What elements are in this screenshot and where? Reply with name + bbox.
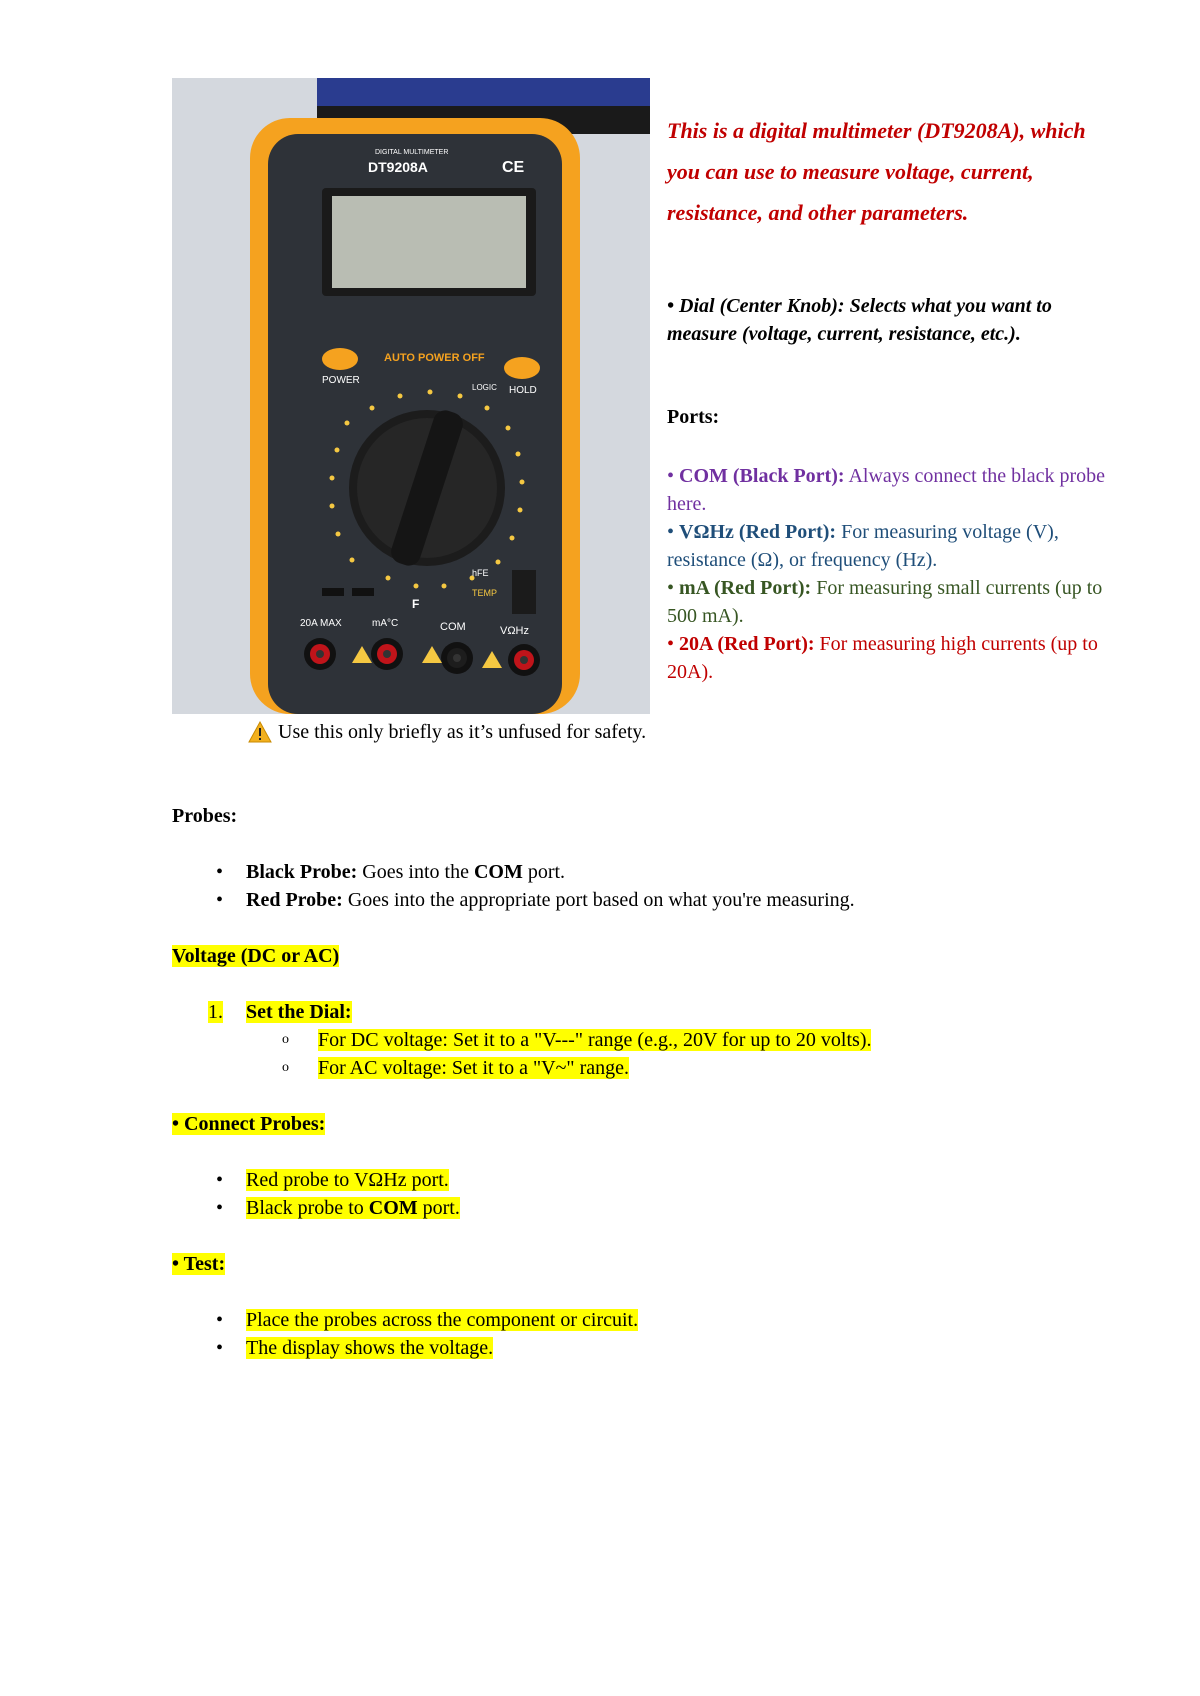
sub-bullet-icon: o — [282, 1032, 289, 1047]
hold-button — [504, 357, 540, 379]
bullet-icon: • — [216, 861, 224, 883]
sub-item-dc: For DC voltage: Set it to a "V---" range (e.g., 20V for up to 20 volts). — [318, 1029, 872, 1051]
hold-label: HOLD — [509, 385, 537, 396]
port-item-com: • COM (Black Port): Always connect the black probe here. — [667, 465, 1106, 515]
hfe-label: hFE — [472, 568, 489, 578]
sub-bullet-icon: o — [282, 1060, 289, 1075]
f-label: F — [412, 597, 420, 611]
port-label-com: COM — [440, 621, 466, 633]
test-heading: • Test: — [172, 1253, 226, 1275]
step-set-dial: Set the Dial: — [246, 1001, 352, 1023]
logic-label: LOGIC — [472, 383, 497, 392]
probe-item-black: Black Probe: Goes into the COM port. — [246, 861, 566, 883]
connect-probes-heading: • Connect Probes: — [172, 1113, 326, 1135]
warning-icon — [248, 721, 272, 743]
port-item-20a: • 20A (Red Port): For measuring high currents (up to 20A). — [667, 633, 1098, 683]
multimeter-photo — [172, 78, 650, 714]
test-item-display: The display shows the voltage. — [246, 1337, 494, 1359]
meter-brand-text: DIGITAL MULTIMETER — [375, 149, 449, 156]
warning-line — [248, 718, 646, 746]
power-button — [322, 348, 358, 370]
bullet-icon: • — [216, 1197, 224, 1219]
auto-off-text: AUTO POWER OFF — [384, 352, 485, 364]
meter-model-text: DT9208A — [368, 159, 428, 175]
intro-paragraph: This is a digital multimeter (DT9208A), which you can use to measure voltage, current, resistance, and other parameters. — [667, 118, 1086, 225]
dial-note: • Dial (Center Knob): Selects what you want to measure (voltage, current, resistance, etc.). — [667, 295, 1052, 345]
port-item-vohz: • VΩHz (Red Port): For measuring voltage (V), resistance (Ω), or frequency (Hz). — [667, 521, 1059, 571]
port-label-20a: 20A MAX — [300, 618, 342, 629]
probe-item-red: Red Probe: Goes into the appropriate port based on what you're measuring. — [246, 889, 855, 911]
ports-list — [667, 462, 1107, 686]
temp-label: TEMP — [472, 588, 498, 598]
port-label-vohz: VΩHz — [500, 625, 530, 637]
bullet-icon: • — [216, 1309, 224, 1331]
port-item-ma: • mA (Red Port): For measuring small currents (up to 500 mA). — [667, 577, 1103, 627]
bullet-icon: • — [216, 889, 224, 911]
bullet-icon: • — [216, 1169, 224, 1191]
warning-text: Use this only briefly as it’s unfused for safety. — [278, 721, 647, 743]
bullet-icon: • — [667, 295, 680, 317]
connect-item-red: Red probe to VΩHz port. — [246, 1169, 449, 1191]
multimeter-illustration — [172, 78, 650, 714]
step-number: 1. — [208, 1001, 223, 1023]
bullet-icon: • — [216, 1337, 224, 1359]
ce-mark-text: CE — [502, 159, 525, 176]
sub-item-ac: For AC voltage: Set it to a "V~" range. — [318, 1057, 629, 1079]
connect-item-black: Black probe to COM port. — [246, 1197, 460, 1219]
test-item-place: Place the probes across the component or circuit. — [246, 1309, 639, 1331]
port-label-ma: mA°C — [372, 618, 399, 629]
voltage-heading: Voltage (DC or AC) — [172, 945, 340, 967]
power-label: POWER — [322, 375, 360, 386]
ports-heading: Ports: — [667, 406, 720, 428]
probes-heading: Probes: — [172, 805, 238, 827]
